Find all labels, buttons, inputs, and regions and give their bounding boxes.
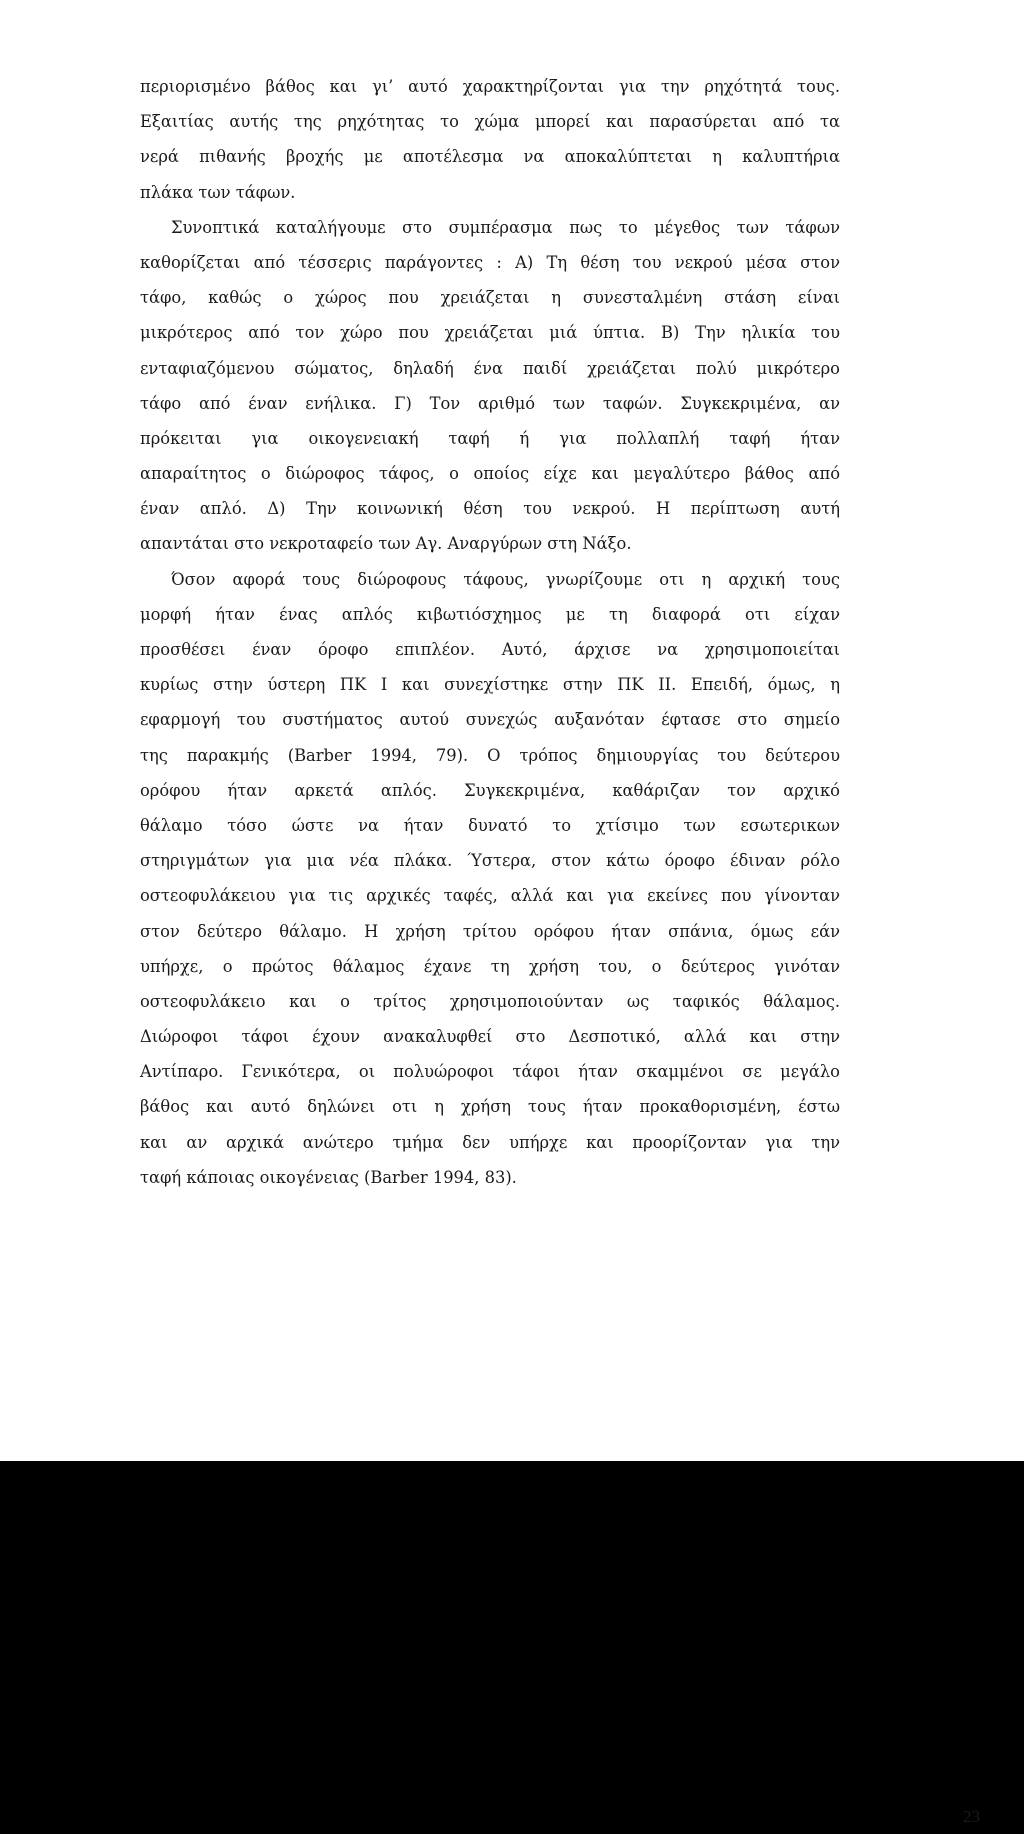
body-text	[140, 69, 980, 1826]
text-line: στον δεύτερο θάλαμο. Η χρήση τρίτου ορόφου ήταν σπάνια, όμως εάν	[140, 921, 840, 941]
text-line: υπήρχε, ο πρώτος θάλαμος έχανε τη χρήση του, ο δεύτερος γινόταν	[140, 956, 840, 976]
text-line: πλάκα των τάφων.	[140, 182, 296, 202]
text-line: οστεοφυλάκειου για τις αρχικές ταφές, αλλά και για εκείνες που γίνονταν	[140, 886, 840, 906]
text-line: βάθος και αυτό δηλώνει οτι η χρήση τους ήταν προκαθορισμένη, έστω	[140, 1097, 840, 1117]
text-line: Όσον αφορά τους διώροφους τάφους, γνωρίζουμε οτι η αρχική τους	[171, 569, 840, 589]
page-number: 23	[963, 1807, 980, 1826]
text-line: και αν αρχικά ανώτερο τμήμα δεν υπήρχε και προορίζονταν για την	[140, 1132, 840, 1152]
text-line: απαντάται στο νεκροταφείο των Αγ. Αναργύρων στη Νάξο.	[140, 534, 632, 554]
text-line: Συνοπτικά καταλήγουμε στο συμπέρασμα πως το μέγεθος των τάφων	[171, 217, 840, 237]
text-line: στηριγμάτων για μια νέα πλάκα. Ύστερα, στον κάτω όροφο έδιναν ρόλο	[140, 851, 840, 871]
text-line: Εξαιτίας αυτής της ρηχότητας το χώμα μπορεί και παρασύρεται από τα	[140, 112, 840, 132]
paragraph	[140, 562, 840, 1195]
text-line: ενταφιαζόμενου σώματος, δηλαδή ένα παιδί χρειάζεται πολύ μικρότερο	[140, 358, 840, 378]
text-line: κυρίως στην ύστερη ΠΚ Ι και συνεχίστηκε στην ΠΚ ΙΙ. Επειδή, όμως, η	[140, 675, 840, 695]
paragraph	[140, 69, 840, 210]
text-line: νερά πιθανής βροχής με αποτέλεσμα να αποκαλύπτεται η καλυπτήρια	[140, 147, 840, 167]
text-line: μορφή ήταν ένας απλός κιβωτιόσχημος με τη διαφορά οτι είχαν	[140, 604, 840, 624]
text-line: προσθέσει έναν όροφο επιπλέον. Αυτό, άρχισε να χρησιμοποιείται	[140, 640, 840, 659]
text-line: τάφο από έναν ενήλικα. Γ) Τον αριθμό των ταφών. Συγκεκριμένα, αν	[140, 393, 840, 413]
text-line: εφαρμογή του συστήματος αυτού συνεχώς αυξανόταν έφτασε στο σημείο	[140, 710, 840, 730]
text-line: απαραίτητος ο διώροφος τάφος, ο οποίος είχε και μεγαλύτερο βάθος από	[140, 464, 840, 484]
text-line: θάλαμο τόσο ώστε να ήταν δυνατό το χτίσιμο των εσωτερικων	[140, 815, 840, 835]
text-line: τάφο, καθώς ο χώρος που χρειάζεται η συνεσταλμένη στάση είναι	[140, 288, 840, 308]
text-line: ορόφου ήταν αρκετά απλός. Συγκεκριμένα, καθάριζαν τον αρχικό	[140, 780, 840, 800]
text-line: περιορισμένο βάθος και γι’ αυτό χαρακτηρίζονται για την ρηχότητά τους.	[140, 77, 840, 96]
text-line: Αντίπαρο. Γενικότερα, οι πολυώροφοι τάφοι ήταν σκαμμένοι σε μεγάλο	[140, 1062, 840, 1082]
text-line: Διώροφοι τάφοι έχουν ανακαλυφθεί στο Δεσποτικό, αλλά και στην	[140, 1027, 840, 1047]
text-line: έναν απλό. Δ) Την κοινωνική θέση του νεκρού. Η περίπτωση αυτή	[140, 499, 840, 519]
text-line: πρόκειται για οικογενειακή ταφή ή για πολλαπλή ταφή ήταν	[140, 428, 840, 448]
text-line: της παρακμής (Barber 1994, 79). Ο τρόπος δημιουργίας του δεύτερου	[140, 745, 840, 765]
text-line: οστεοφυλάκειο και ο τρίτος χρησιμοποιούνταν ως ταφικός θάλαμος.	[140, 991, 840, 1011]
paragraph	[140, 210, 840, 562]
text-line: μικρότερος από τον χώρο που χρειάζεται μιά ύπτια. Β) Την ηλικία του	[140, 323, 840, 343]
text-line: ταφή κάποιας οικογένειας (Barber 1994, 83).	[140, 1167, 517, 1187]
text-line: καθορίζεται από τέσσερις παράγοντες : Α) Τη θέση του νεκρού μέσα στον	[140, 252, 840, 272]
